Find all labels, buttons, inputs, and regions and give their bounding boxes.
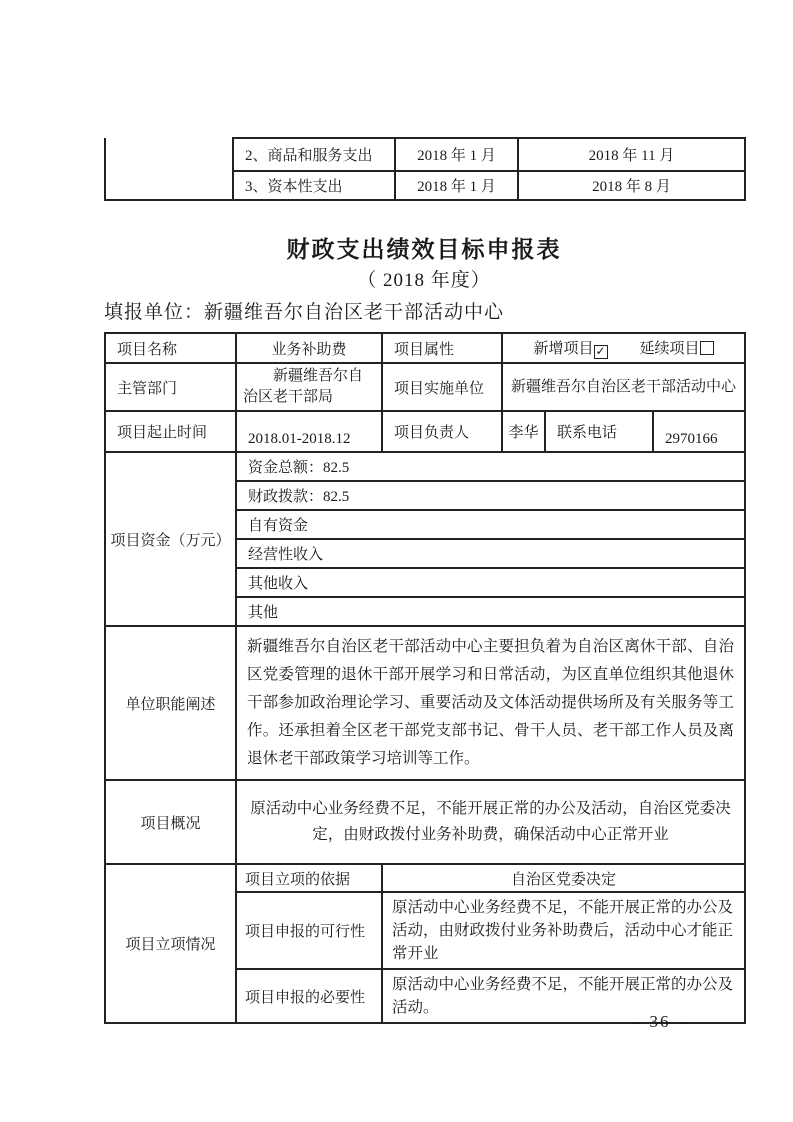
expenditure-item-label: 2、商品和服务支出: [233, 138, 395, 171]
form-title: 财政支出绩效目标申报表: [286, 236, 562, 262]
continue-project-checkbox-icon: [700, 341, 714, 355]
table-row: [105, 138, 745, 171]
approval-feasibility-label: 项目申报的可行性: [236, 892, 382, 969]
table-row: [105, 363, 745, 411]
project-period-label: 项目起止时间: [105, 411, 236, 452]
project-overview-label: 项目概况: [105, 780, 236, 864]
new-project-label: 新增项目: [533, 341, 594, 357]
project-leader-label: 项目负责人: [382, 411, 502, 452]
funding-fiscal-cell: 财政拨款：82.5: [236, 481, 745, 510]
project-funding-label: 项目资金（万元）: [105, 452, 236, 626]
contact-phone-label: 联系电话: [545, 411, 653, 452]
funding-total-cell: 资金总额：82.5: [236, 452, 745, 481]
project-attribute-value: [502, 333, 745, 363]
approval-necessity-content: 原活动中心业务经费不足，不能开展正常的办公及活动。: [382, 969, 745, 1023]
funding-other-cell: 其他: [236, 597, 745, 626]
form-year-subtitle: （ 2018 年度）: [357, 270, 491, 291]
reporting-unit-line: 填报单位：新疆维吾尔自治区老干部活动中心: [104, 302, 505, 323]
table-row: [105, 780, 745, 864]
approval-basis-content: 自治区党委决定: [382, 864, 745, 892]
project-name-value: 业务补助费: [236, 333, 382, 363]
page-number: – 36 –: [632, 1012, 688, 1031]
approval-feasibility-content: 原活动中心业务经费不足，不能开展正常的办公及活动，由财政拨付业务补助费后，活动中心才能正常开业: [382, 892, 745, 969]
start-date-cell: 2018 年 1 月: [395, 138, 518, 171]
unit-function-text: 新疆维吾尔自治区老干部活动中心主要担负着为自治区离休干部、自治区党委管理的退休干部开展学习和日常活动，为区直单位组织其他退休干部参加政治理论学习、重要活动及文体活动提供场所及有关服务等工作。还承担着全区老干部党支部书记、骨干人员、老干部工作人员及离退休老干部政策学习培训等工作。: [236, 626, 745, 780]
funding-other-income-cell: 其他收入: [236, 568, 745, 597]
end-date-cell: 2018 年 8 月: [518, 171, 745, 200]
unit-function-label: 单位职能阐述: [105, 626, 236, 780]
funding-own-cell: 自有资金: [236, 510, 745, 539]
implementing-unit-value: 新疆维吾尔自治区老干部活动中心: [502, 363, 745, 411]
project-attribute-label: 项目属性: [382, 333, 502, 363]
competent-department-value: 新疆维吾尔自治区老干部局: [236, 363, 382, 411]
project-approval-label: 项目立项情况: [105, 864, 236, 1023]
project-leader-value: 李华: [502, 411, 545, 452]
table-row: [105, 411, 745, 452]
continued-cell: [105, 138, 233, 200]
table-row: [105, 626, 745, 780]
table-row: [105, 452, 745, 481]
table-row: [105, 333, 745, 363]
implementing-unit-label: 项目实施单位: [382, 363, 502, 411]
continue-project-label: 延续项目: [639, 341, 700, 357]
end-date-cell: 2018 年 11 月: [518, 138, 745, 171]
new-project-checkbox-icon: ✓: [595, 344, 606, 358]
contact-phone-value: 2970166: [653, 411, 745, 452]
project-period-value: 2018.01-2018.12: [236, 411, 382, 452]
competent-department-label: 主管部门: [105, 363, 236, 411]
start-date-cell: 2018 年 1 月: [395, 171, 518, 200]
approval-necessity-label: 项目申报的必要性: [236, 969, 382, 1023]
performance-target-declaration-table: [104, 332, 746, 1024]
expenditure-schedule-table: [104, 137, 746, 201]
project-name-label: 项目名称: [105, 333, 236, 363]
table-row: [105, 864, 745, 892]
approval-basis-label: 项目立项的依据: [236, 864, 382, 892]
expenditure-item-label: 3、资本性支出: [233, 171, 395, 200]
funding-operating-cell: 经营性收入: [236, 539, 745, 568]
project-overview-text: 原活动中心业务经费不足，不能开展正常的办公及活动，自治区党委决定，由财政拨付业务补助费，确保活动中心正常开业: [236, 780, 745, 864]
